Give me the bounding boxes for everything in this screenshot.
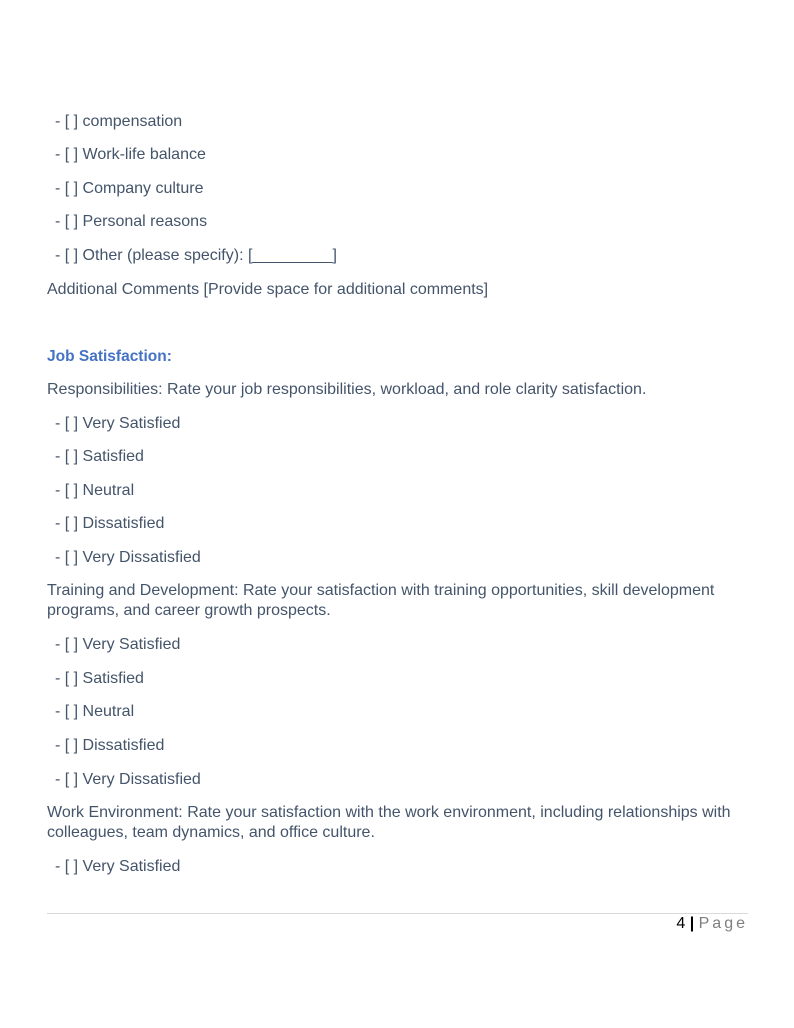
additional-comments-label: Additional Comments [Provide space for additional comments] [47,281,489,298]
page-separator: | [689,915,695,932]
responsibilities-option-very-dissatisfied: - [ ] Very Dissatisfied [55,549,201,566]
training-option-neutral: - [ ] Neutral [55,703,135,720]
footer-divider [47,913,748,914]
training-option-very-dissatisfied: - [ ] Very Dissatisfied [55,771,201,788]
responsibilities-option-neutral: - [ ] Neutral [55,482,135,499]
responsibilities-option-dissatisfied: - [ ] Dissatisfied [55,515,165,532]
section-heading-job-satisfaction: Job Satisfaction: [47,348,172,365]
work-environment-option-very-satisfied: - [ ] Very Satisfied [55,858,181,875]
responsibilities-prompt: Responsibilities: Rate your job responsibilities, workload, and role clarity satisfaction. [47,381,647,398]
responsibilities-option-very-satisfied: - [ ] Very Satisfied [55,415,181,432]
training-option-very-satisfied: - [ ] Very Satisfied [55,636,181,653]
work-environment-prompt: Work Environment: Rate your satisfaction with the work environment, including relationships with colleagues, team dynamics, and office culture. [47,804,731,841]
checkbox-option-work-life-balance: - [ ] Work-life balance [55,146,206,163]
training-prompt: Training and Development: Rate your satisfaction with training opportunities, skill development programs, and career growth prospects. [47,582,715,619]
checkbox-option-other: - [ ] Other (please specify): [_________] [55,247,337,264]
responsibilities-option-satisfied: - [ ] Satisfied [55,448,144,465]
checkbox-option-company-culture: - [ ] Company culture [55,180,204,197]
training-option-satisfied: - [ ] Satisfied [55,670,144,687]
page-footer [676,914,748,934]
checkbox-option-personal-reasons: - [ ] Personal reasons [55,213,208,230]
page-label: Page [698,915,748,932]
checkbox-option-compensation: - [ ] compensation [55,113,183,130]
training-option-dissatisfied: - [ ] Dissatisfied [55,737,165,754]
page-number: 4 [676,915,686,932]
